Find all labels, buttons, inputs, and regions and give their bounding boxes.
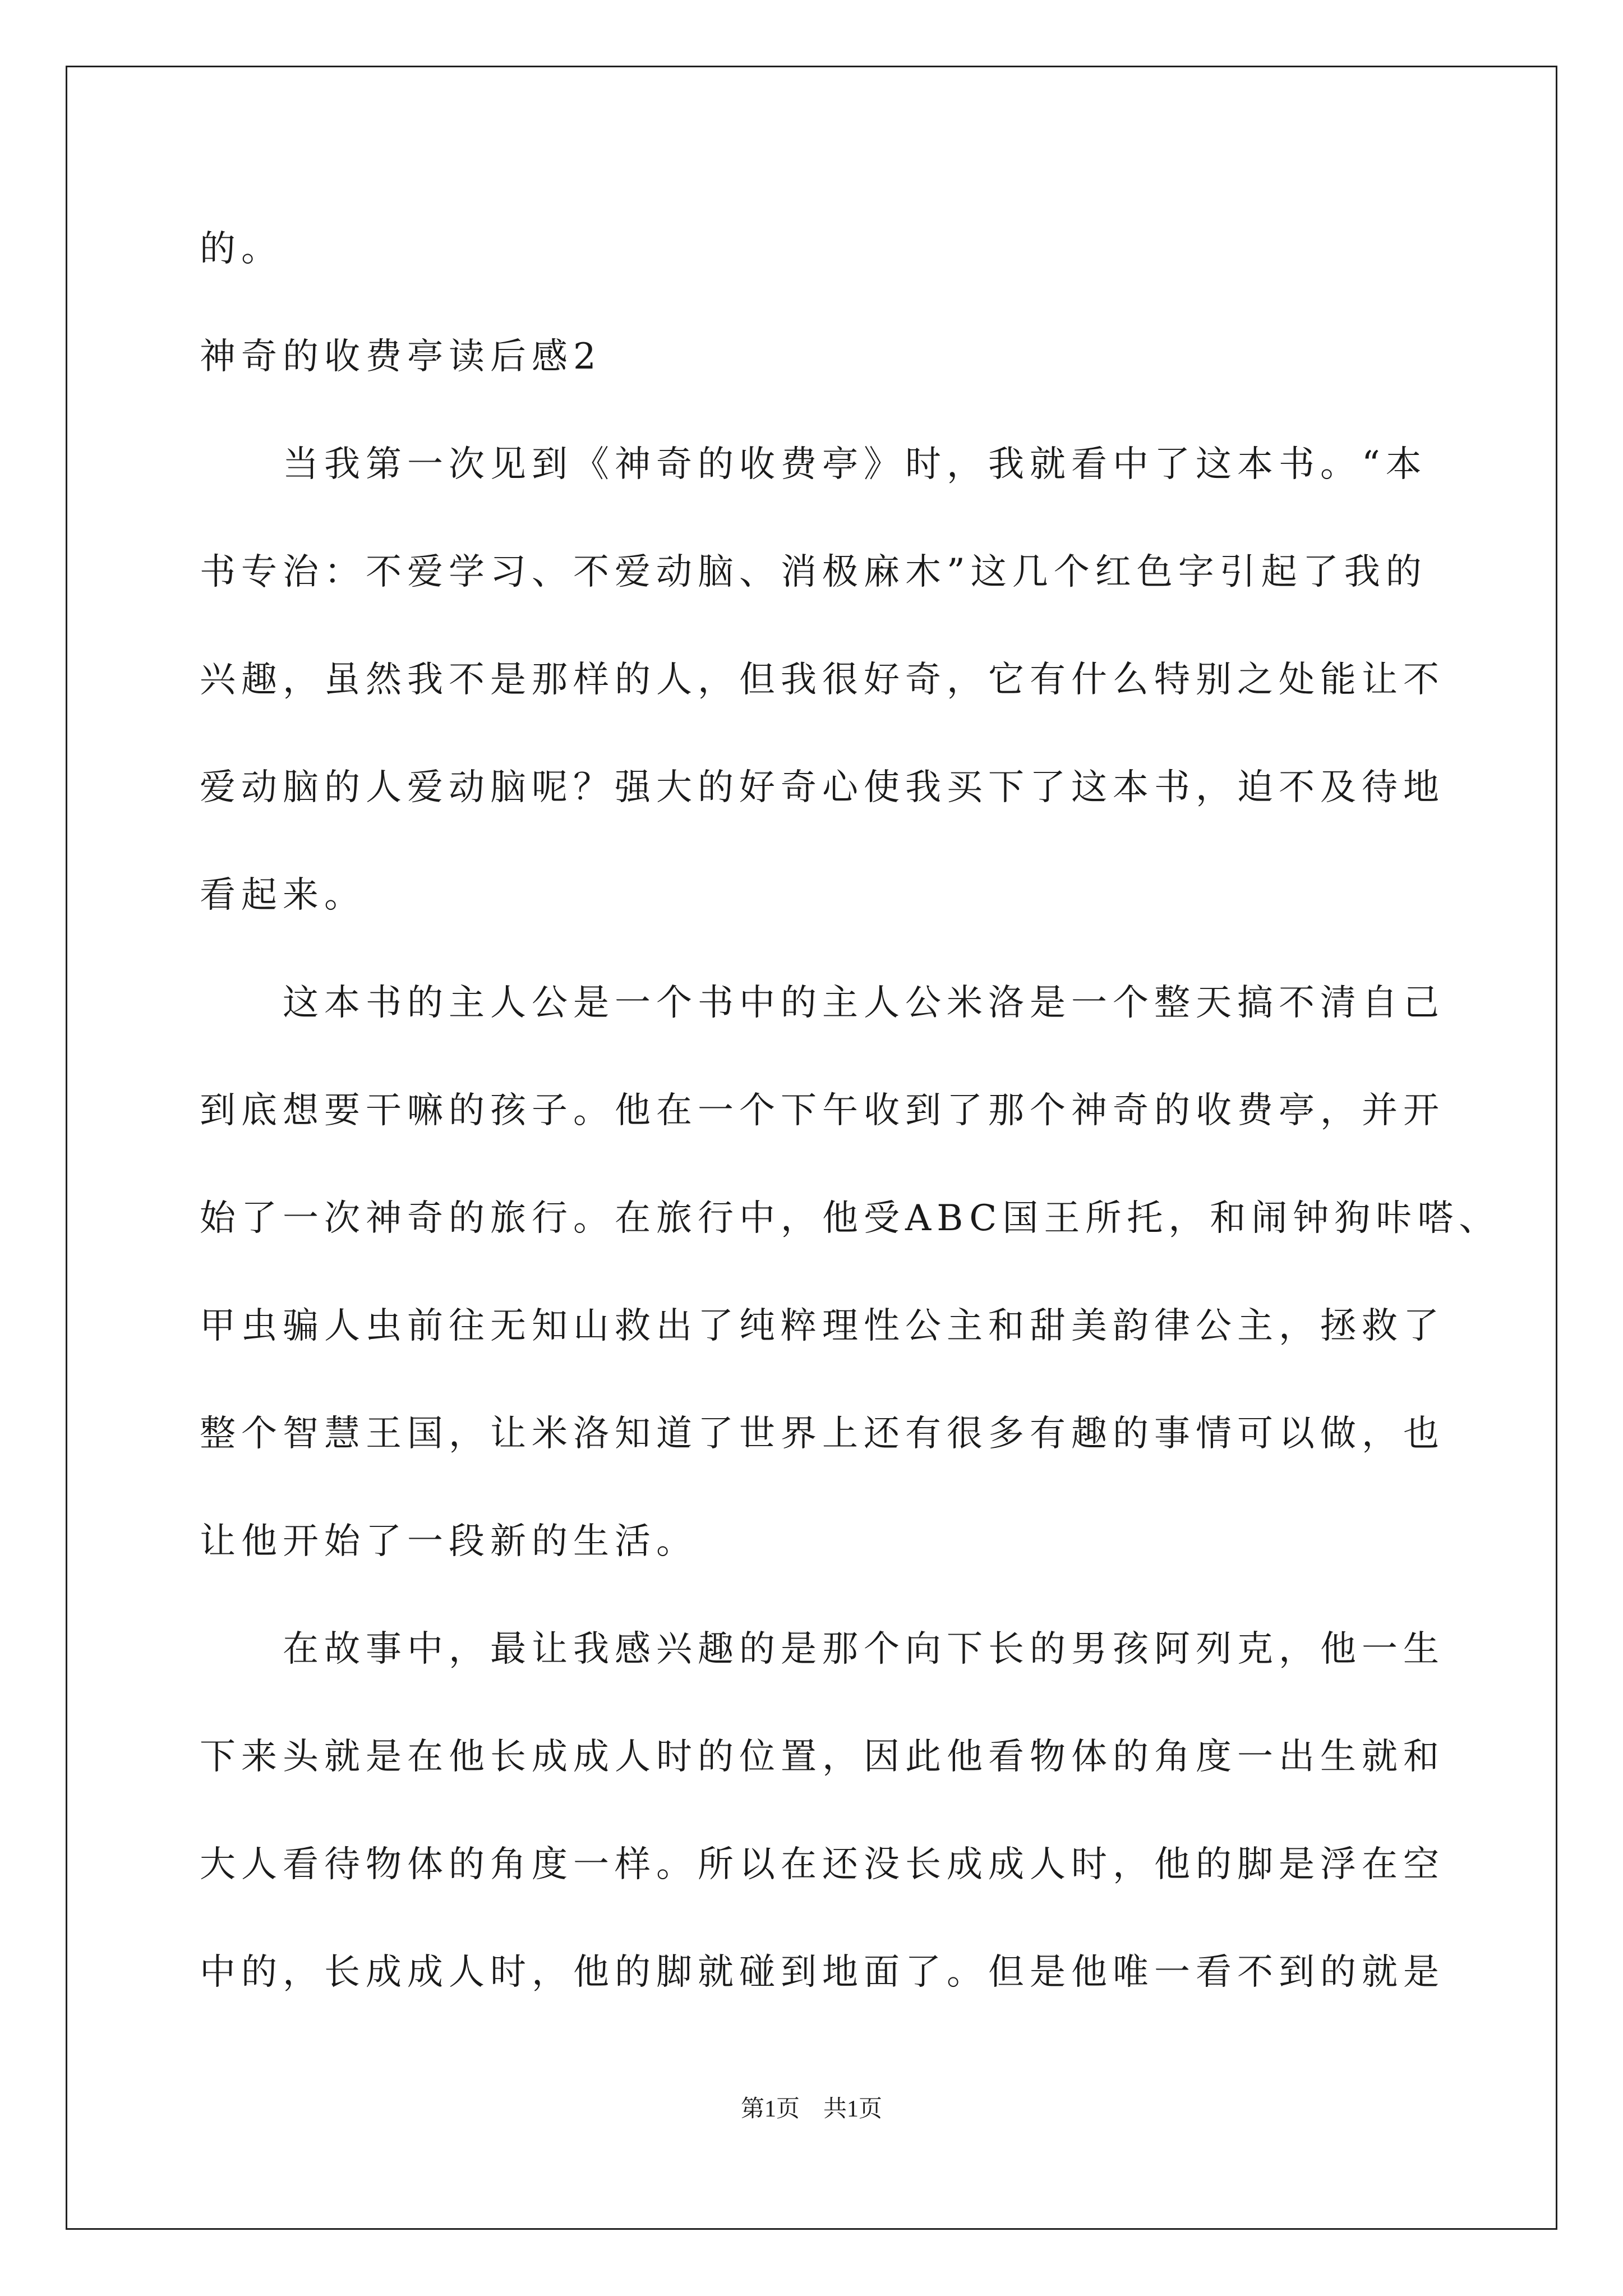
page-number-footer: 第1页 共1页 (740, 2096, 882, 2122)
text-line: 大人看待物体的角度一样。所以在还没长成成人时，他的脚是浮在空 (200, 1844, 1445, 1885)
text-line: 始了一次神奇的旅行。在旅行中，他受ABC国王所托，和闹钟狗咔嗒、 (200, 1198, 1501, 1239)
text-line: 让他开始了一段新的生活。 (200, 1521, 698, 1562)
text-line: 下来头就是在他长成成人时的位置，因此他看物体的角度一出生就和 (200, 1736, 1445, 1778)
text-line: 书专治：不爱学习、不爱动脑、消极麻木”这几个红色字引起了我的 (200, 551, 1427, 593)
text-line: 整个智慧王国，让米洛知道了世界上还有很多有趣的事情可以做，也 (200, 1413, 1445, 1455)
text-line: 甲虫骗人虫前往无知山救出了纯粹理性公主和甜美韵律公主，拯救了 (200, 1305, 1445, 1347)
text-line: 的。 (200, 228, 283, 270)
text-line: 当我第一次见到《神奇的收费亭》时，我就看中了这本书。“本 (200, 444, 1427, 485)
text-line: 到底想要干嘛的孩子。他在一个下午收到了那个神奇的收费亭，并开 (200, 1090, 1445, 1131)
text-line: 兴趣，虽然我不是那样的人，但我很好奇，它有什么特别之处能让不 (200, 659, 1445, 701)
text-line: 中的，长成成人时，他的脚就碰到地面了。但是他唯一看不到的就是 (200, 1952, 1445, 1993)
text-line: 爱动脑的人爱动脑呢？强大的好奇心使我买下了这本书，迫不及待地 (200, 767, 1445, 808)
page-border (66, 66, 1557, 2230)
text-line: 看起来。 (200, 875, 366, 916)
text-line: 这本书的主人公是一个书中的主人公米洛是一个整天搞不清自己 (200, 982, 1445, 1024)
text-line: 在故事中，最让我感兴趣的是那个向下长的男孩阿列克，他一生 (200, 1628, 1445, 1670)
section-title: 神奇的收费亭读后感2 (200, 336, 602, 378)
